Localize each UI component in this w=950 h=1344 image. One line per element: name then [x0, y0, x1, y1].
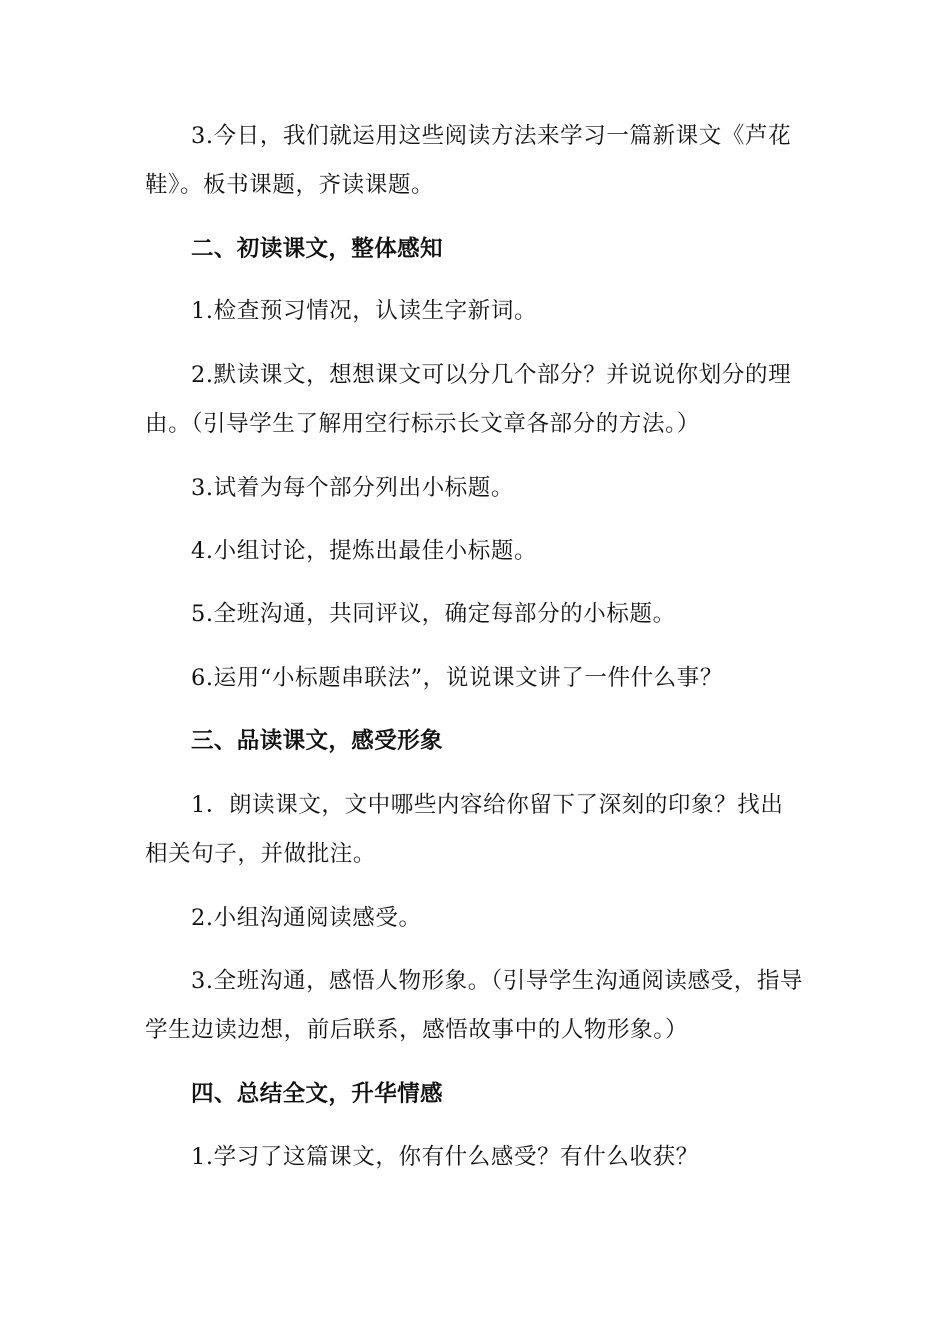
heading-section-3: 三、品读课文，感受形象 — [191, 728, 443, 754]
paragraph-3-2: 2.小组沟通阅读感受。 — [191, 905, 422, 931]
paragraph-2-1: 1.检查预习情况，认读生字新词。 — [191, 298, 538, 324]
paragraph-3-1: 1．朗读课文，文中哪些内容给你留下了深刻的印象？找出相关句子，并做批注。 — [145, 792, 784, 867]
paragraph-intro-3: 3.今日，我们就运用这些阅读方法来学习一篇新课文《芦花鞋》。板书课题，齐读课题。 — [145, 123, 792, 198]
paragraph-2-2: 2.默读课文，想想课文可以分几个部分？并说说你划分的理由。（引导学生了解用空行标示长文章各部分的方法。） — [145, 362, 792, 437]
paragraph-3-3: 3.全班沟通，感悟人物形象。（引导学生沟通阅读感受，指导学生边读边想，前后联系，感悟故事中的人物形象。） — [145, 968, 804, 1043]
heading-section-2: 二、初读课文，整体感知 — [191, 236, 443, 262]
heading-section-4: 四、总结全文，升华情感 — [191, 1081, 443, 1107]
paragraph-2-5: 5.全班沟通，共同评议，确定每部分的小标题。 — [191, 601, 676, 627]
paragraph-2-6: 6.运用“小标题串联法”，说说课文讲了一件什么事？ — [191, 665, 723, 691]
paragraph-2-3: 3.试着为每个部分列出小标题。 — [191, 475, 514, 501]
paragraph-4-1: 1.学习了这篇课文，你有什么感受？有什么收获？ — [191, 1144, 699, 1170]
paragraph-2-4: 4.小组讨论，提炼出最佳小标题。 — [191, 538, 538, 564]
